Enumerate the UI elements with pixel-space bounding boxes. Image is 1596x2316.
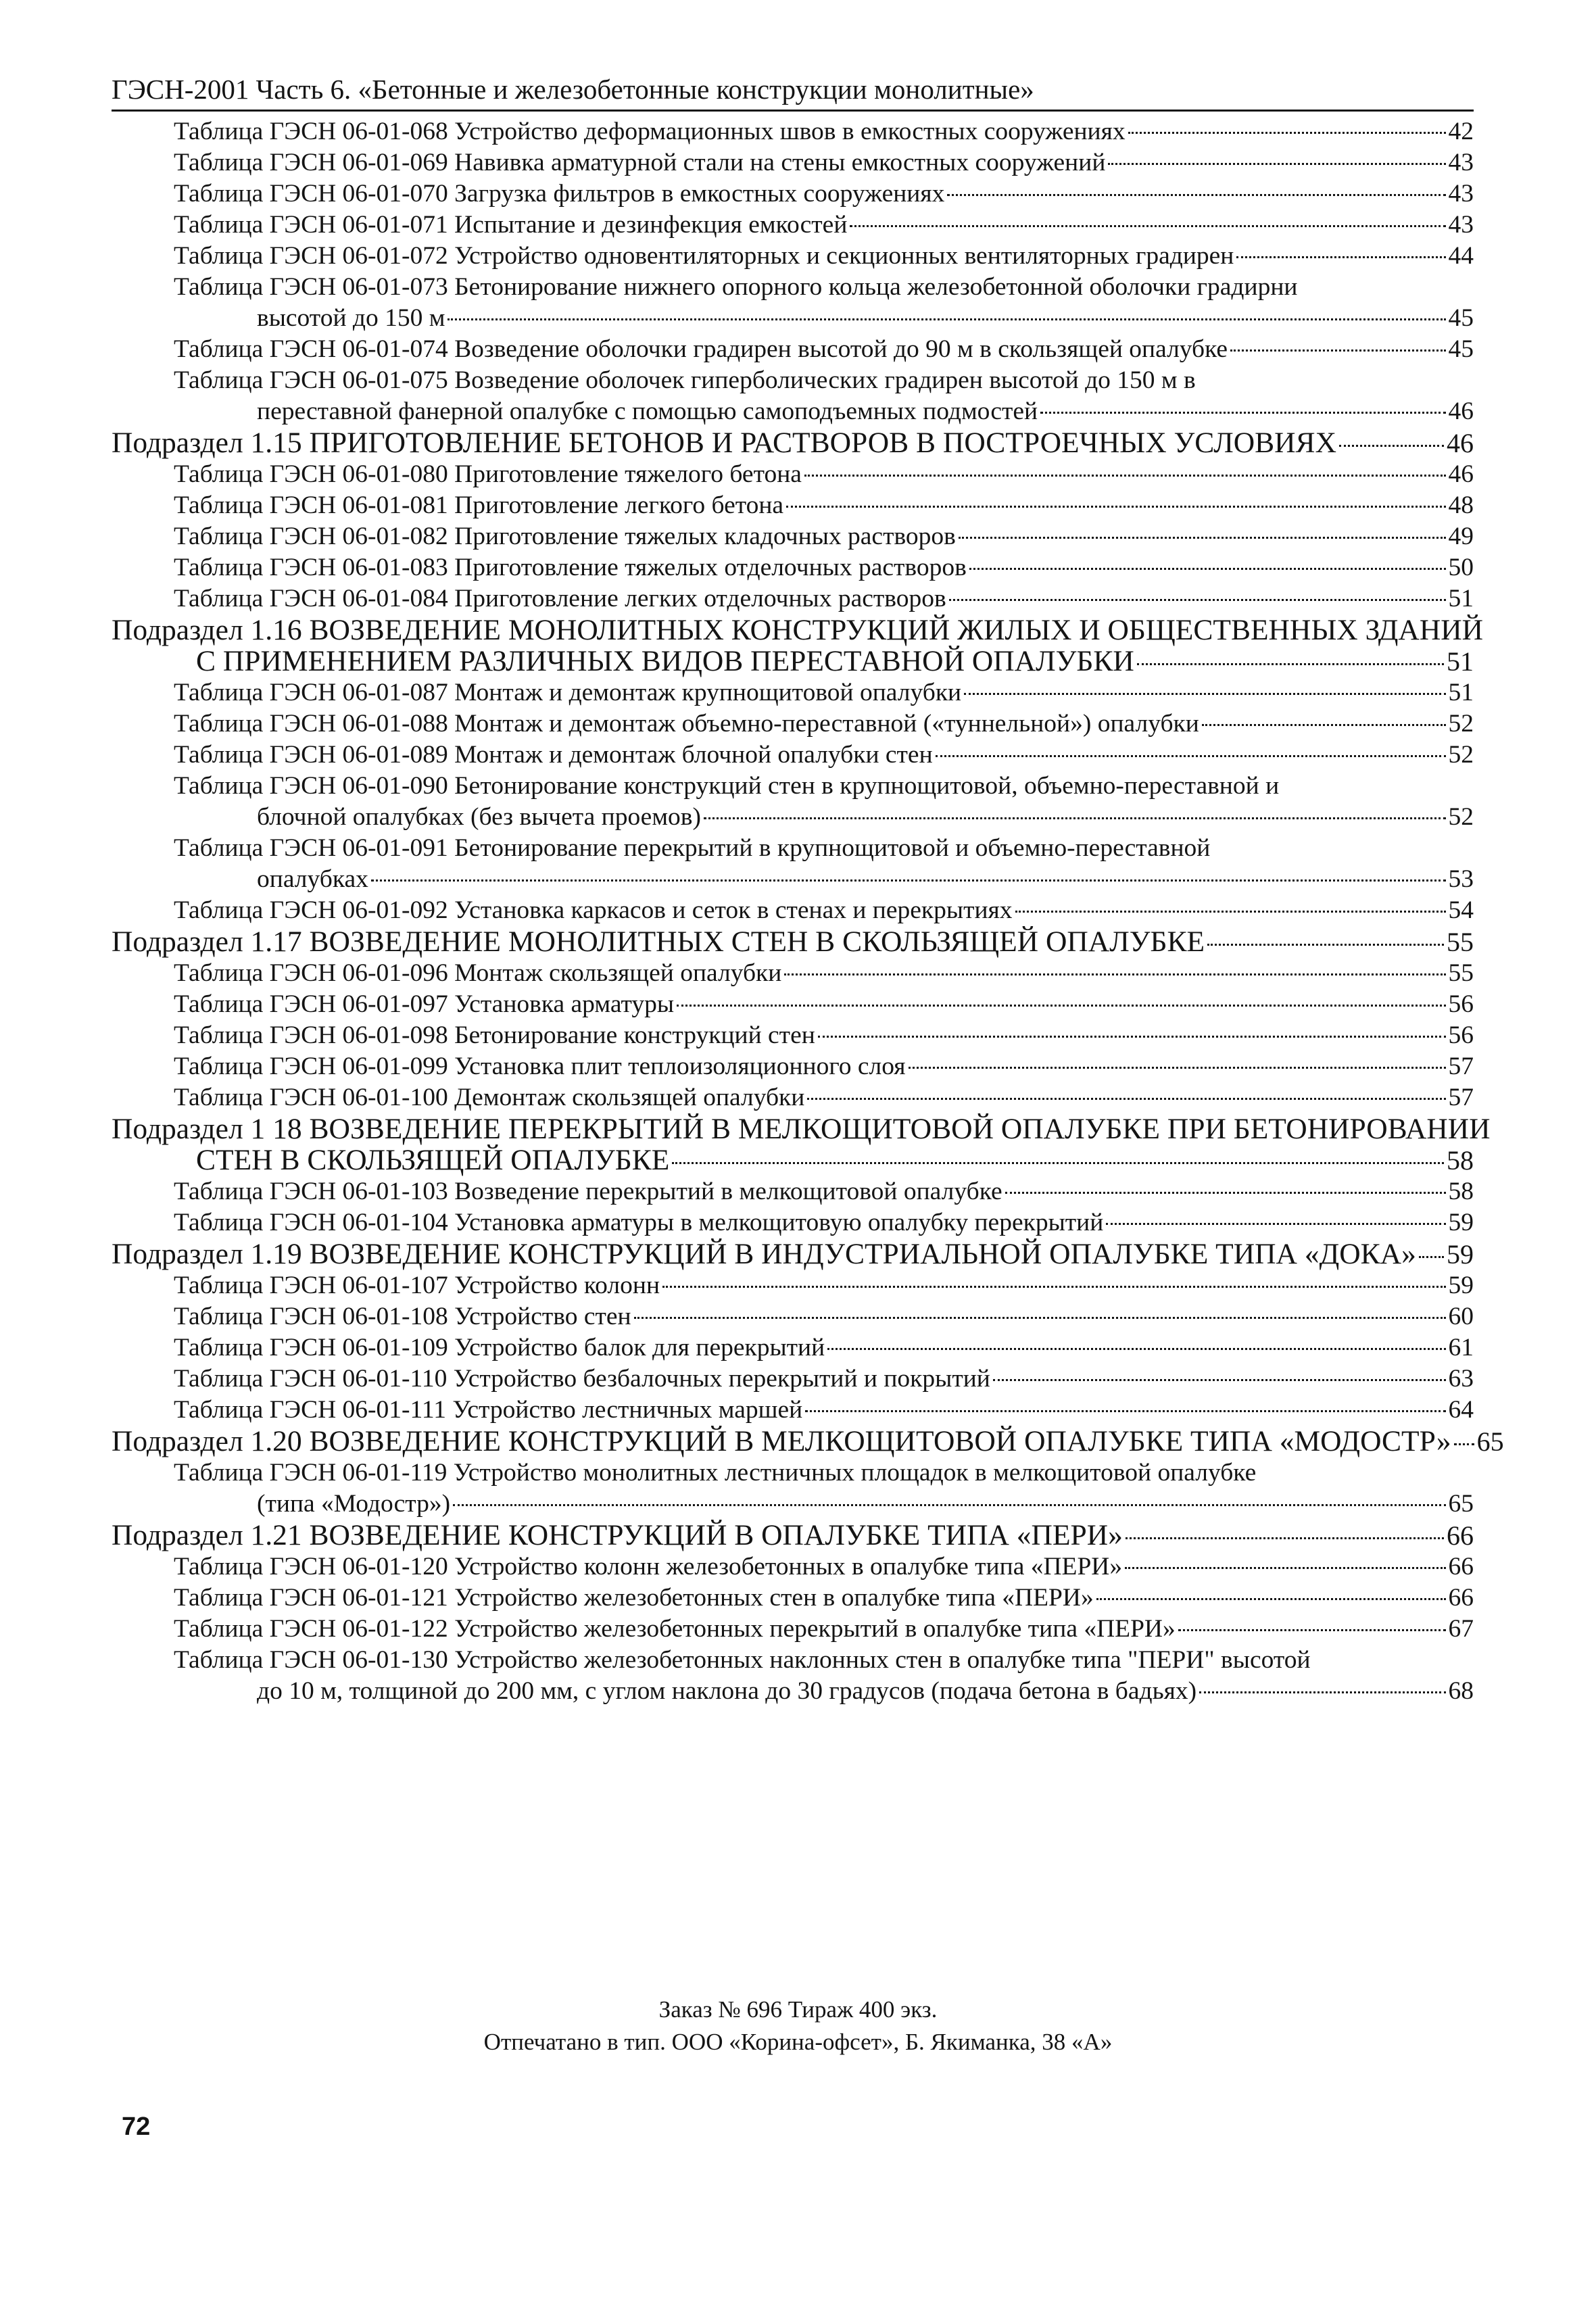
toc-entry-text: блочной опалубках (без вычета проемов) — [257, 803, 702, 831]
toc-entry-text: опалубках — [257, 865, 368, 893]
dot-leader — [672, 1162, 1444, 1164]
toc-entry-line — [112, 272, 1474, 303]
toc-entry-line — [112, 365, 1474, 396]
toc-table-entry — [112, 552, 1474, 583]
toc-table-entry — [112, 708, 1474, 740]
toc-table-entry — [112, 677, 1474, 708]
toc-table-entry — [112, 116, 1474, 147]
toc-table-entry — [112, 740, 1474, 771]
toc-entry-line — [112, 1207, 1474, 1238]
toc-page-number: 43 — [1448, 149, 1474, 176]
dot-leader — [818, 1036, 1446, 1038]
toc-entry-text: Подраздел 1.20 ВОЗВЕДЕНИЕ КОНСТРУКЦИЙ В МЕЛКОЩИТОВОЙ ОПАЛУБКЕ ТИПА «МОДОСТР» — [112, 1425, 1451, 1457]
toc-entry-text: Таблица ГЭСН 06-01-107 Устройство колонн — [174, 1272, 660, 1299]
toc-page-number: 59 — [1447, 1239, 1474, 1270]
toc-table-entry — [112, 272, 1474, 334]
toc-table-entry — [112, 490, 1474, 521]
toc-table-entry — [112, 1551, 1474, 1583]
dot-leader — [453, 1504, 1445, 1506]
toc-entry-text: Таблица ГЭСН 06-01-073 Бетонирование нижнего опорного кольца железобетонной оболочки градирни — [174, 273, 1298, 301]
toc-subsection-entry — [112, 1238, 1474, 1270]
toc-page-number: 63 — [1448, 1365, 1474, 1393]
toc-entry-line — [112, 1583, 1474, 1614]
toc-page-number: 55 — [1448, 959, 1474, 987]
toc-page-number: 43 — [1448, 211, 1474, 239]
toc-table-entry — [112, 1645, 1474, 1707]
toc-entry-text: до 10 м, толщиной до 200 мм, с углом наклона до 30 градусов (подача бетона в бадьях) — [257, 1677, 1197, 1705]
table-of-contents — [112, 116, 1504, 1707]
toc-table-entry — [112, 365, 1474, 427]
toc-entry-text: СТЕН В СКОЛЬЗЯЩЕЙ ОПАЛУБКЕ — [196, 1144, 670, 1176]
toc-page-number: 65 — [1448, 1490, 1474, 1518]
toc-page-number: 60 — [1448, 1303, 1474, 1330]
toc-entry-text: Таблица ГЭСН 06-01-075 Возведение оболочек гиперболических градирен высотой до 150 м в — [174, 366, 1196, 394]
dot-leader — [850, 225, 1445, 227]
toc-entry-line — [112, 1614, 1474, 1645]
dot-leader — [448, 318, 1445, 320]
toc-entry-line — [112, 1301, 1474, 1332]
toc-page-number: 67 — [1448, 1615, 1474, 1643]
dot-leader — [1230, 349, 1445, 352]
toc-entry-text: Подраздел 1.16 ВОЗВЕДЕНИЕ МОНОЛИТНЫХ КОНСТРУКЦИЙ ЖИЛЫХ И ОБЩЕСТВЕННЫХ ЗДАНИЙ — [112, 614, 1484, 646]
dot-leader — [1199, 1691, 1445, 1693]
toc-entry-text: Таблица ГЭСН 06-01-121 Устройство железобетонных стен в опалубке типа «ПЕРИ» — [174, 1584, 1094, 1612]
dot-leader — [1454, 1443, 1474, 1445]
toc-entry-line — [112, 708, 1474, 740]
toc-entry-text: Таблица ГЭСН 06-01-089 Монтаж и демонтаж блочной опалубки стен — [174, 741, 933, 769]
toc-entry-text: Таблица ГЭСН 06-01-070 Загрузка фильтров в емкостных сооружениях — [174, 180, 945, 208]
toc-entry-line — [112, 771, 1474, 802]
toc-page-number: 50 — [1448, 554, 1474, 581]
toc-entry-text: Таблица ГЭСН 06-01-103 Возведение перекрытий в мелкощитовой опалубке — [174, 1178, 1002, 1205]
toc-table-entry — [112, 1020, 1474, 1051]
toc-entry-text: Таблица ГЭСН 06-01-091 Бетонирование перекрытий в крупнощитовой и объемно-переставной — [174, 834, 1211, 862]
toc-entry-line — [112, 147, 1474, 178]
dot-leader — [964, 693, 1445, 695]
dot-leader — [704, 817, 1445, 819]
toc-entry-line — [112, 552, 1474, 583]
dot-leader — [1108, 163, 1445, 165]
toc-entry-line — [112, 178, 1474, 210]
toc-page-number: 44 — [1448, 242, 1474, 270]
toc-page-number: 43 — [1448, 180, 1474, 208]
toc-entry-text: Таблица ГЭСН 06-01-072 Устройство одновентиляторных и секционных вентиляторных градирен — [174, 242, 1234, 270]
page-number: 72 — [122, 2113, 151, 2141]
toc-entry-text: Таблица ГЭСН 06-01-111 Устройство лестничных маршей — [174, 1396, 803, 1424]
toc-entry-line — [112, 833, 1474, 864]
toc-page-number: 57 — [1448, 1084, 1474, 1111]
toc-entry-line — [112, 521, 1474, 552]
toc-entry-text: Таблица ГЭСН 06-01-068 Устройство деформационных швов в емкостных сооружениях — [174, 118, 1126, 145]
toc-table-entry — [112, 178, 1474, 210]
toc-entry-text: Таблица ГЭСН 06-01-109 Устройство балок для перекрытий — [174, 1334, 825, 1361]
dot-leader — [1106, 1223, 1445, 1225]
toc-entry-text: Таблица ГЭСН 06-01-082 Приготовление тяжелых кладочных растворов — [174, 523, 956, 550]
dot-leader — [936, 755, 1446, 757]
toc-entry-line — [112, 1020, 1474, 1051]
dot-leader — [1178, 1629, 1446, 1631]
toc-page-number: 56 — [1448, 1021, 1474, 1049]
toc-entry-text: Таблица ГЭСН 06-01-097 Установка арматуры — [174, 990, 675, 1018]
toc-entry-line — [112, 583, 1474, 614]
dot-leader — [947, 194, 1445, 196]
toc-page-number: 52 — [1448, 803, 1474, 831]
toc-page-number: 66 — [1447, 1520, 1474, 1551]
toc-page-number: 58 — [1447, 1145, 1474, 1176]
dot-leader — [1096, 1598, 1446, 1600]
toc-entry-text: Подраздел 1.15 ПРИГОТОВЛЕНИЕ БЕТОНОВ И РАСТВОРОВ В ПОСТРОЕЧНЫХ УСЛОВИЯХ — [112, 427, 1336, 459]
toc-page-number: 52 — [1448, 741, 1474, 769]
toc-table-entry — [112, 1051, 1474, 1082]
toc-entry-text: Таблица ГЭСН 06-01-096 Монтаж скользящей опалубки — [174, 959, 782, 987]
toc-table-entry — [112, 1082, 1474, 1113]
print-order-line: Заказ № 696 Тираж 400 экз. — [658, 1996, 938, 2023]
toc-entry-line — [112, 1395, 1474, 1426]
toc-entry-line — [112, 1520, 1474, 1551]
toc-entry-text: Таблица ГЭСН 06-01-083 Приготовление тяжелых отделочных растворов — [174, 554, 967, 581]
toc-entry-text: Таблица ГЭСН 06-01-080 Приготовление тяжелого бетона — [174, 460, 802, 488]
toc-entry-text: Таблица ГЭСН 06-01-087 Монтаж и демонтаж крупнощитовой опалубки — [174, 679, 962, 706]
toc-entry-line — [112, 241, 1474, 272]
toc-entry-line — [112, 1082, 1474, 1113]
toc-page-number: 46 — [1448, 397, 1474, 425]
toc-table-entry — [112, 1583, 1474, 1614]
toc-page-number: 57 — [1448, 1053, 1474, 1080]
toc-entry-text: Таблица ГЭСН 06-01-071 Испытание и дезинфекция емкостей — [174, 211, 848, 239]
toc-entry-text: Таблица ГЭСН 06-01-130 Устройство железобетонных наклонных стен в опалубке типа "ПЕРИ" высотой — [174, 1646, 1311, 1674]
toc-entry-line — [112, 864, 1474, 895]
toc-entry-line — [112, 427, 1474, 459]
dot-leader — [807, 1098, 1445, 1100]
toc-entry-line — [112, 210, 1474, 241]
toc-entry-text: Таблица ГЭСН 06-01-108 Устройство стен — [174, 1303, 631, 1330]
toc-page-number: 61 — [1448, 1334, 1474, 1361]
toc-entry-text: Таблица ГЭСН 06-01-090 Бетонирование конструкций стен в крупнощитовой, объемно-переставной и — [174, 772, 1280, 800]
toc-table-entry — [112, 521, 1474, 552]
toc-entry-line — [112, 1551, 1474, 1583]
dot-leader — [1202, 724, 1446, 726]
toc-entry-line — [112, 646, 1474, 677]
toc-table-entry — [112, 958, 1474, 989]
toc-entry-line — [112, 1457, 1474, 1489]
toc-page-number: 59 — [1448, 1209, 1474, 1236]
toc-table-entry — [112, 1614, 1474, 1645]
toc-entry-text: Таблица ГЭСН 06-01-104 Установка арматуры в мелкощитовую опалубку перекрытий — [174, 1209, 1104, 1236]
toc-entry-text: Таблица ГЭСН 06-01-100 Демонтаж скользящей опалубки — [174, 1084, 805, 1111]
dot-leader — [1125, 1567, 1445, 1569]
toc-table-entry — [112, 583, 1474, 614]
toc-page-number: 56 — [1448, 990, 1474, 1018]
dot-leader — [1236, 256, 1445, 258]
toc-entry-line — [112, 1144, 1474, 1176]
dot-leader — [959, 537, 1446, 539]
toc-subsection-entry — [112, 614, 1484, 677]
toc-page-number: 59 — [1448, 1272, 1474, 1299]
dot-leader — [786, 506, 1445, 508]
dot-leader — [909, 1067, 1446, 1069]
toc-page-number: 54 — [1448, 896, 1474, 924]
toc-entry-line — [112, 1364, 1474, 1395]
toc-table-entry — [112, 1176, 1474, 1207]
dot-leader — [949, 599, 1446, 601]
toc-table-entry — [112, 210, 1474, 241]
toc-page-number: 53 — [1448, 865, 1474, 893]
toc-page-number: 45 — [1448, 304, 1474, 332]
toc-entry-text: Таблица ГЭСН 06-01-099 Установка плит теплоизоляционного слоя — [174, 1053, 906, 1080]
toc-entry-line — [112, 1645, 1474, 1676]
toc-table-entry — [112, 1270, 1474, 1301]
toc-entry-text: Таблица ГЭСН 06-01-110 Устройство безбалочных перекрытий и покрытий — [174, 1365, 990, 1393]
toc-entry-line — [112, 677, 1474, 708]
toc-table-entry — [112, 833, 1474, 895]
dot-leader — [1137, 663, 1444, 665]
toc-entry-text: высотой до 150 м — [257, 304, 445, 332]
toc-entry-line — [112, 459, 1474, 490]
toc-entry-text: Таблица ГЭСН 06-01-092 Установка каркасов и сеток в стенах и перекрытиях — [174, 896, 1013, 924]
toc-entry-line — [112, 1425, 1504, 1457]
toc-entry-line — [112, 740, 1474, 771]
toc-entry-text: Таблица ГЭСН 06-01-088 Монтаж и демонтаж объемно-переставной («туннельной») опалубки — [174, 710, 1199, 738]
toc-table-entry — [112, 147, 1474, 178]
toc-entry-text: (типа «Модостр») — [257, 1490, 451, 1518]
toc-entry-line — [112, 1270, 1474, 1301]
dot-leader — [677, 1005, 1445, 1007]
toc-entry-line — [112, 1489, 1474, 1520]
toc-table-entry — [112, 1395, 1474, 1426]
toc-entry-line — [112, 1176, 1474, 1207]
toc-entry-text: Таблица ГЭСН 06-01-074 Возведение оболочки градирен высотой до 90 м в скользящей опалубке — [174, 335, 1228, 363]
dot-leader — [969, 568, 1446, 570]
toc-page-number: 68 — [1448, 1677, 1474, 1705]
toc-table-entry — [112, 241, 1474, 272]
dot-leader — [1419, 1256, 1444, 1258]
toc-entry-line — [112, 1113, 1491, 1145]
toc-page-number: 46 — [1448, 460, 1474, 488]
toc-page-number: 51 — [1448, 679, 1474, 706]
toc-table-entry — [112, 895, 1474, 926]
toc-table-entry — [112, 334, 1474, 365]
toc-entry-text: С ПРИМЕНЕНИЕМ РАЗЛИЧНЫХ ВИДОВ ПЕРЕСТАВНОЙ ОПАЛУБКИ — [196, 645, 1134, 677]
dot-leader — [1015, 911, 1446, 913]
toc-page-number: 46 — [1447, 428, 1474, 458]
toc-entry-line — [112, 614, 1484, 646]
toc-entry-line — [112, 1238, 1474, 1270]
toc-page-number: 42 — [1448, 118, 1474, 145]
toc-page-number: 58 — [1448, 1178, 1474, 1205]
toc-entry-line — [112, 895, 1474, 926]
dot-leader — [1040, 412, 1445, 414]
toc-entry-text: Таблица ГЭСН 06-01-081 Приготовление легкого бетона — [174, 491, 784, 519]
dot-leader — [1207, 944, 1444, 946]
toc-entry-text: Таблица ГЭСН 06-01-084 Приготовление легких отделочных растворов — [174, 585, 946, 612]
toc-table-entry — [112, 1364, 1474, 1395]
toc-page-number: 52 — [1448, 710, 1474, 738]
toc-entry-text: Подраздел 1.21 ВОЗВЕДЕНИЕ КОНСТРУКЦИЙ В ОПАЛУБКЕ ТИПА «ПЕРИ» — [112, 1519, 1123, 1551]
toc-subsection-entry — [112, 1520, 1474, 1551]
dot-leader — [1005, 1192, 1446, 1194]
toc-entry-text: Таблица ГЭСН 06-01-122 Устройство железобетонных перекрытий в опалубке типа «ПЕРИ» — [174, 1615, 1176, 1643]
toc-subsection-entry — [112, 1425, 1504, 1457]
toc-entry-line — [112, 1676, 1474, 1707]
toc-entry-line — [112, 1332, 1474, 1364]
toc-entry-line — [112, 926, 1474, 958]
toc-table-entry — [112, 459, 1474, 490]
toc-entry-line — [112, 1051, 1474, 1082]
toc-entry-line — [112, 334, 1474, 365]
toc-entry-text: Таблица ГЭСН 06-01-098 Бетонирование конструкций стен — [174, 1021, 815, 1049]
dot-leader — [993, 1379, 1446, 1381]
toc-entry-line — [112, 303, 1474, 334]
dot-leader — [804, 475, 1446, 477]
toc-entry-line — [112, 490, 1474, 521]
toc-table-entry — [112, 1301, 1474, 1332]
dot-leader — [784, 973, 1445, 975]
toc-page-number: 48 — [1448, 491, 1474, 519]
toc-subsection-entry — [112, 926, 1474, 958]
dot-leader — [805, 1410, 1445, 1412]
toc-table-entry — [112, 1332, 1474, 1364]
toc-entry-text: Подраздел 1 18 ВОЗВЕДЕНИЕ ПЕРЕКРЫТИЙ В МЕЛКОЩИТОВОЙ ОПАЛУБКЕ ПРИ БЕТОНИРОВАНИИ — [112, 1113, 1491, 1145]
toc-entry-text: Таблица ГЭСН 06-01-069 Навивка арматурной стали на стены емкостных сооружений — [174, 149, 1106, 176]
toc-page-number: 66 — [1448, 1584, 1474, 1612]
running-title: ГЭСН-2001 Часть 6. «Бетонные и железобетонные конструкции монолитные» — [112, 74, 1034, 105]
toc-entry-line — [112, 802, 1474, 833]
toc-entry-text: переставной фанерной опалубке с помощью самоподъемных подмостей — [257, 397, 1038, 425]
dot-leader — [1339, 445, 1444, 447]
toc-entry-line — [112, 116, 1474, 147]
toc-subsection-entry — [112, 427, 1474, 459]
toc-table-entry — [112, 1207, 1474, 1238]
toc-entry-line — [112, 396, 1474, 427]
toc-page-number: 49 — [1448, 523, 1474, 550]
dot-leader — [634, 1317, 1446, 1319]
dot-leader — [827, 1348, 1445, 1350]
toc-table-entry — [112, 771, 1474, 833]
toc-entry-line — [112, 989, 1474, 1020]
toc-page-number: 66 — [1448, 1553, 1474, 1581]
dot-leader — [371, 879, 1446, 882]
toc-entry-text: Подраздел 1.19 ВОЗВЕДЕНИЕ КОНСТРУКЦИЙ В ИНДУСТРИАЛЬНОЙ ОПАЛУБКЕ ТИПА «ДОКА» — [112, 1238, 1416, 1270]
toc-table-entry — [112, 989, 1474, 1020]
toc-subsection-entry — [112, 1113, 1491, 1176]
toc-table-entry — [112, 1457, 1474, 1520]
dot-leader — [662, 1286, 1445, 1288]
running-header — [112, 73, 1474, 112]
toc-entry-text: Таблица ГЭСН 06-01-120 Устройство колонн железобетонных в опалубке типа «ПЕРИ» — [174, 1553, 1123, 1581]
toc-entry-text: Подраздел 1.17 ВОЗВЕДЕНИЕ МОНОЛИТНЫХ СТЕН В СКОЛЬЗЯЩЕЙ ОПАЛУБКЕ — [112, 925, 1205, 958]
toc-page-number: 45 — [1448, 335, 1474, 363]
toc-page-number: 51 — [1448, 585, 1474, 612]
toc-page-number: 65 — [1476, 1426, 1504, 1457]
toc-page-number: 51 — [1447, 646, 1474, 677]
printer-line: Отпечатано в тип. ООО «Корина-офсет», Б. Якиманка, 38 «А» — [483, 2029, 1113, 2055]
dot-leader — [1126, 1537, 1444, 1539]
toc-page-number: 64 — [1448, 1396, 1474, 1424]
toc-entry-line — [112, 958, 1474, 989]
dot-leader — [1128, 132, 1446, 134]
toc-entry-text: Таблица ГЭСН 06-01-119 Устройство монолитных лестничных площадок в мелкощитовой опалубке — [174, 1459, 1257, 1487]
toc-page-number: 55 — [1447, 927, 1474, 957]
